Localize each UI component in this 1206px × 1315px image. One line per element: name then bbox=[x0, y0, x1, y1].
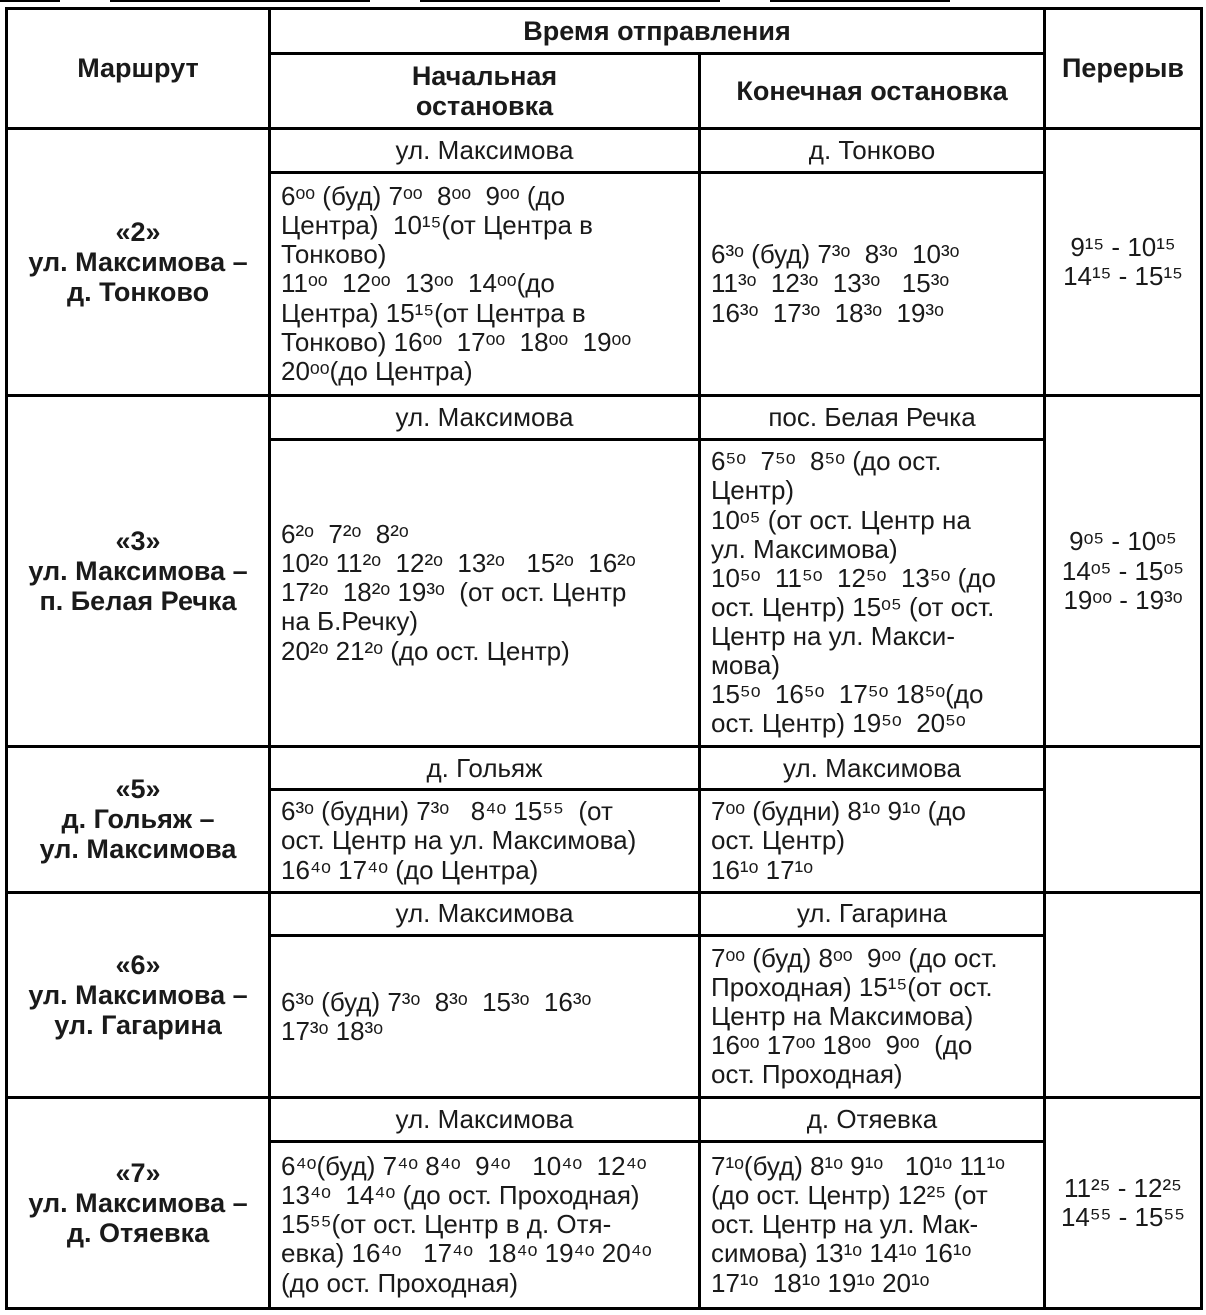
end-stop-times bbox=[700, 439, 1045, 746]
departure-times-line: 7¹ᵒ(буд) 8¹ᵒ 9¹ᵒ 10¹ᵒ 11¹ᵒ bbox=[711, 1151, 1005, 1182]
start-stop-name: д. Гольяж bbox=[270, 746, 700, 790]
header-start-stop bbox=[270, 54, 700, 129]
header-start-stop-line: остановка bbox=[415, 91, 554, 121]
end-stop-name: д. Отяевка bbox=[700, 1098, 1045, 1142]
route-name-line: д. Гольяж – bbox=[61, 804, 215, 835]
end-stop-name: ул. Гагарина bbox=[700, 892, 1045, 936]
header-break: Перерыв bbox=[1045, 9, 1202, 129]
departure-times-line: на Б.Речку) bbox=[281, 606, 418, 637]
start-stop-times bbox=[270, 936, 700, 1098]
header-start-stop-line: Начальная bbox=[411, 60, 558, 91]
departure-times-line: 17¹ᵒ 18¹ᵒ 19¹ᵒ 20¹ᵒ bbox=[711, 1267, 930, 1298]
route-name-line: ул. Максимова – bbox=[28, 1188, 248, 1219]
departure-times-line: ост. Центр) 15ᵒ⁵ (от ост. bbox=[711, 591, 995, 622]
departure-times-line: 11³ᵒ 12³ᵒ 13³ᵒ 15³ᵒ bbox=[711, 268, 950, 299]
departure-times-line: ост. Проходная) bbox=[711, 1059, 903, 1090]
start-stop-name: ул. Максимова bbox=[270, 1098, 700, 1142]
departure-times-line: Центр на Максимова) bbox=[711, 1001, 974, 1032]
route-name-line: ул. Гагарина bbox=[54, 1010, 222, 1041]
end-stop-times bbox=[700, 790, 1045, 892]
departure-times-line: 17²ᵒ 18²ᵒ 19³ᵒ (от ост. Центр bbox=[281, 577, 627, 608]
departure-times-line: Тонково) 16ᵒᵒ 17ᵒᵒ 18ᵒᵒ 19ᵒᵒ bbox=[281, 326, 632, 357]
route-stops-row bbox=[7, 746, 1202, 790]
departure-times-line: 10²ᵒ 11²ᵒ 12²ᵒ 13²ᵒ 15²ᵒ 16²ᵒ bbox=[281, 548, 636, 579]
departure-times-line: 15⁵ᵒ 16⁵ᵒ 17⁵ᵒ 18⁵ᵒ(до bbox=[711, 679, 984, 710]
departure-times-line: 6³ᵒ (буд) 7³ᵒ 8³ᵒ 10³ᵒ bbox=[711, 239, 960, 270]
departure-times-line: 6²ᵒ 7²ᵒ 8²ᵒ bbox=[281, 519, 409, 550]
departure-times-line: Тонково) bbox=[281, 239, 387, 270]
departure-times-line: (до ост. Центр) 12²⁵ (от bbox=[711, 1180, 988, 1211]
break-interval: 14⁵⁵ - 15⁵⁵ bbox=[1060, 1202, 1186, 1233]
break-interval: 11²⁵ - 12²⁵ bbox=[1064, 1173, 1182, 1204]
header-departure-time: Время отправления bbox=[270, 9, 1045, 54]
end-stop-times bbox=[700, 936, 1045, 1098]
break-times bbox=[1045, 1098, 1202, 1309]
departure-times-line: 20²ᵒ 21²ᵒ (до ост. Центр) bbox=[281, 635, 570, 666]
break-interval: 14¹⁵ - 15¹⁵ bbox=[1063, 261, 1183, 292]
route-name-line: ул. Максимова – bbox=[28, 247, 248, 278]
departure-times-line: ост. Центр) 19⁵ᵒ 20⁵ᵒ bbox=[711, 708, 966, 739]
departure-times-line: 6³ᵒ (будни) 7³ᵒ 8⁴ᵒ 15⁵⁵ (от bbox=[281, 796, 613, 827]
schedule-body bbox=[7, 129, 1202, 1309]
break-interval: 14ᵒ⁵ - 15ᵒ⁵ bbox=[1061, 555, 1185, 586]
departure-times-line: 16⁴ᵒ 17⁴ᵒ (до Центра) bbox=[281, 854, 539, 885]
break-times bbox=[1045, 746, 1202, 892]
departure-times-line: ост. Центр) bbox=[711, 825, 846, 856]
departure-times-line: 6⁵ᵒ 7⁵ᵒ 8⁵ᵒ (до ост. bbox=[711, 446, 942, 477]
start-stop-times bbox=[270, 790, 700, 892]
departure-times-line: Проходная) 15¹⁵(от ост. bbox=[711, 972, 993, 1003]
break-times bbox=[1045, 396, 1202, 746]
route-name-line: «5» bbox=[115, 773, 161, 804]
route-name bbox=[7, 396, 270, 746]
route-name-line: ул. Максимова – bbox=[28, 979, 248, 1010]
start-stop-name: ул. Максимова bbox=[270, 129, 700, 173]
departure-times-line: 20ᵒᵒ(до Центра) bbox=[281, 355, 473, 386]
route-name-line: д. Тонково bbox=[66, 277, 210, 308]
start-stop-times bbox=[270, 1141, 700, 1308]
route-stops-row bbox=[7, 396, 1202, 440]
break-times bbox=[1045, 129, 1202, 396]
departure-times-line: 6³ᵒ (буд) 7³ᵒ 8³ᵒ 15³ᵒ 16³ᵒ bbox=[281, 986, 592, 1017]
departure-times-line: (до ост. Проходная) bbox=[281, 1267, 519, 1298]
departure-times-line: 6ᵒᵒ (буд) 7ᵒᵒ 8ᵒᵒ 9ᵒᵒ (до bbox=[281, 181, 566, 212]
route-name bbox=[7, 129, 270, 396]
route-name-line: «6» bbox=[115, 949, 161, 980]
departure-times-line: симова) 13¹ᵒ 14¹ᵒ 16¹ᵒ bbox=[711, 1238, 972, 1269]
departure-times-line: 7ᵒᵒ (буд) 8ᵒᵒ 9ᵒᵒ (до ост. bbox=[711, 942, 998, 973]
departure-times-line: мова) bbox=[711, 650, 780, 681]
end-stop-name: пос. Белая Речка bbox=[700, 396, 1045, 440]
route-name-line: «2» bbox=[115, 216, 161, 247]
end-stop-name: д. Тонково bbox=[700, 129, 1045, 173]
header-end-stop: Конечная остановка bbox=[700, 54, 1045, 129]
departure-times-line: 15⁵⁵(от ост. Центр в д. Отя- bbox=[281, 1209, 612, 1240]
bus-schedule-table bbox=[5, 7, 1203, 1310]
break-interval: 9ᵒ⁵ - 10ᵒ⁵ bbox=[1069, 526, 1177, 557]
start-stop-times bbox=[270, 172, 700, 396]
departure-times-line: 16ᵒᵒ 17ᵒᵒ 18ᵒᵒ 9ᵒᵒ (до bbox=[711, 1030, 973, 1061]
end-stop-name: ул. Максимова bbox=[700, 746, 1045, 790]
start-stop-times bbox=[270, 439, 700, 746]
departure-times-line: 16¹ᵒ 17¹ᵒ bbox=[711, 854, 814, 885]
route-name bbox=[7, 1098, 270, 1309]
start-stop-name: ул. Максимова bbox=[270, 892, 700, 936]
departure-times-line: 7ᵒᵒ (будни) 8¹ᵒ 9¹ᵒ (до bbox=[711, 796, 966, 827]
break-times bbox=[1045, 892, 1202, 1098]
departure-times-line: Центр на ул. Макси- bbox=[711, 620, 955, 651]
departure-times-line: ул. Максимова) bbox=[711, 533, 898, 564]
route-stops-row bbox=[7, 129, 1202, 173]
departure-times-line: 16³ᵒ 17³ᵒ 18³ᵒ 19³ᵒ bbox=[711, 297, 944, 328]
break-interval: 19ᵒᵒ - 19³ᵒ bbox=[1063, 584, 1183, 615]
start-stop-name: ул. Максимова bbox=[270, 396, 700, 440]
route-name-line: ул. Максимова – bbox=[28, 555, 248, 586]
end-stop-times bbox=[700, 1141, 1045, 1308]
end-stop-times bbox=[700, 172, 1045, 396]
cropped-text-line bbox=[0, 0, 1206, 6]
route-stops-row bbox=[7, 892, 1202, 936]
departure-times-line: 11ᵒᵒ 12ᵒᵒ 13ᵒᵒ 14ᵒᵒ(до bbox=[281, 268, 555, 299]
route-stops-row bbox=[7, 1098, 1202, 1142]
departure-times-line: Центра) 10¹⁵(от Центра в bbox=[281, 210, 593, 241]
departure-times-line: Центра) 15¹⁵(от Центра в bbox=[281, 297, 586, 328]
departure-times-line: 10ᵒ⁵ (от ост. Центр на bbox=[711, 504, 971, 535]
break-interval: 9¹⁵ - 10¹⁵ bbox=[1070, 232, 1176, 263]
departure-times-line: 10⁵ᵒ 11⁵ᵒ 12⁵ᵒ 13⁵ᵒ (до bbox=[711, 562, 996, 593]
departure-times-line: 13⁴ᵒ 14⁴ᵒ (до ост. Проходная) bbox=[281, 1180, 640, 1211]
departure-times-line: евка) 16⁴ᵒ 17⁴ᵒ 18⁴ᵒ 19⁴ᵒ 20⁴ᵒ bbox=[281, 1238, 652, 1269]
header-route: Маршрут bbox=[7, 9, 270, 129]
route-name-line: п. Белая Речка bbox=[39, 586, 237, 617]
route-name-line: ул. Максимова bbox=[39, 834, 237, 865]
route-name-line: д. Отяевка bbox=[66, 1218, 210, 1249]
departure-times-line: ост. Центр на ул. Максимова) bbox=[281, 825, 637, 856]
route-name bbox=[7, 746, 270, 892]
route-name-line: «3» bbox=[115, 525, 161, 556]
departure-times-line: 6⁴ᵒ(буд) 7⁴ᵒ 8⁴ᵒ 9⁴ᵒ 10⁴ᵒ 12⁴ᵒ bbox=[281, 1151, 647, 1182]
departure-times-line: Центр) bbox=[711, 475, 795, 506]
route-name-line: «7» bbox=[115, 1157, 161, 1188]
departure-times-line: 17³ᵒ 18³ᵒ bbox=[281, 1015, 384, 1046]
route-name bbox=[7, 892, 270, 1098]
departure-times-line: ост. Центр на ул. Мак- bbox=[711, 1209, 979, 1240]
